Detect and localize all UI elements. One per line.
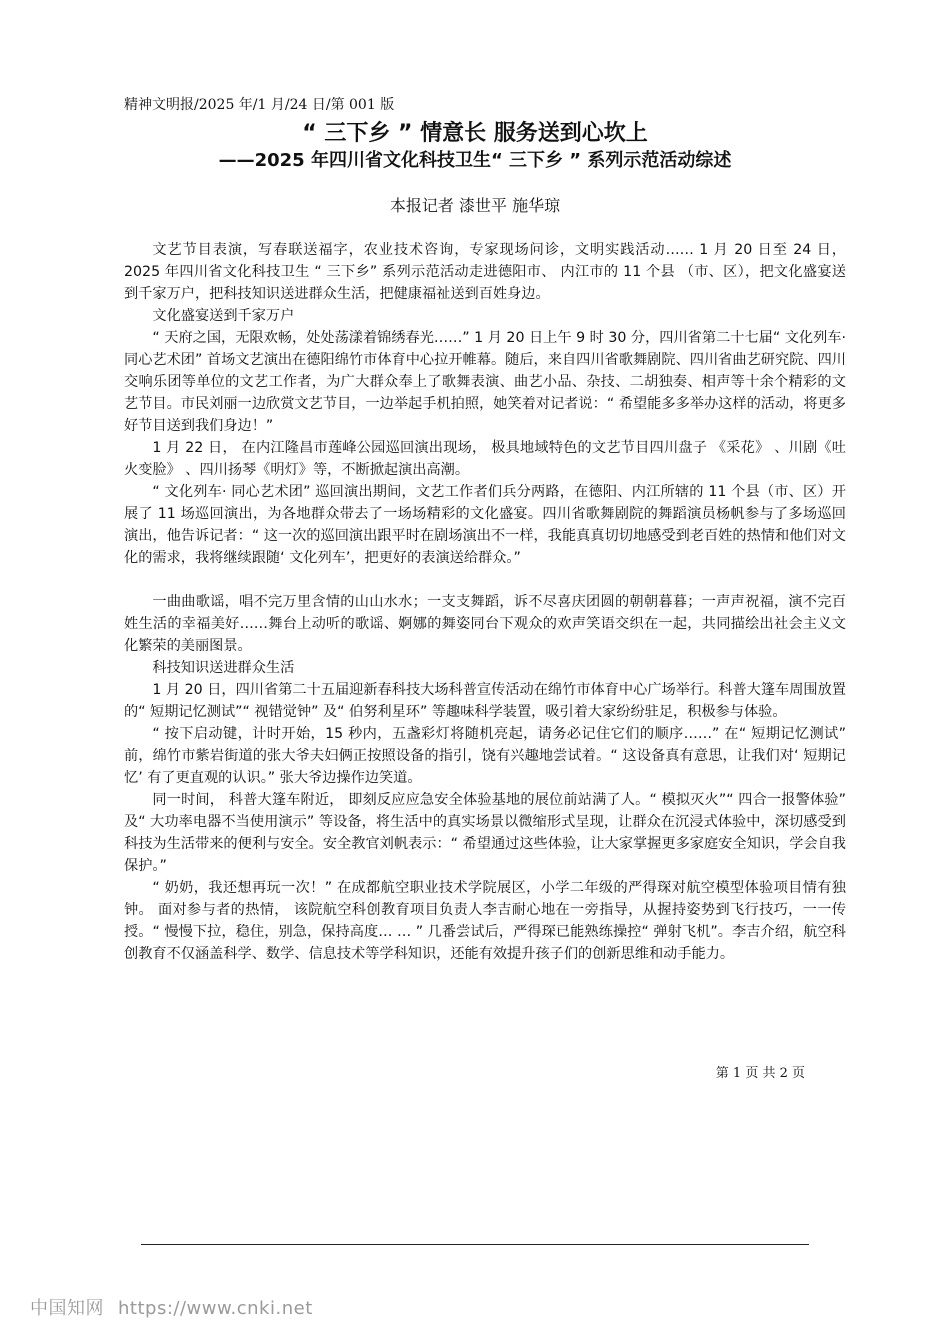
article-title: “ 三下乡 ” 情意长 服务送到心坎上 — [302, 121, 648, 146]
page-number: 第 1 页 共 2 页 — [715, 1066, 805, 1081]
paragraph: “ 天府之国，无限欢畅，处处荡漾着锦绣春光……” 1 月 20 日上午 9 时 30 分，四川省第二十七届“ 文化列车· 同心艺术团” 首场文艺演出在德阳绵竹市体育中心拉开帷幕。随后，来自四川省歌舞剧院、四川省曲艺研究院、四川交响乐团等单位的文艺工作者，为广大群众奉上了歌舞表演、曲艺小品、杂技、二胡独奏、相声等十余个精彩的文艺节目。市民刘丽一边欣赏文艺节目，一边举起手机拍照，她笑着对记者说：“ 希望能多多举办这样的活动，将更多好节目送到我们身边！” — [124, 330, 846, 434]
paragraph: “ 奶奶，我还想再玩一次！” 在成都航空职业技术学院展区，小学二年级的严得琛对航空模型体验项目情有独钟。 面对参与者的热情， 该院航空科创教育项目负责人李吉耐心地在一旁指导，从握持姿势到飞行技巧，一一传授。“ 慢慢下拉，稳住，别急，保持高度… … ” 几番尝试后，严得琛已能熟练操控“ 弹射飞机”。李吉介绍，航空科创教育不仅涵盖科学、数学、信息技术等学科知识，还能有效提升孩子们的创新思维和动手能力。 — [124, 880, 846, 962]
footer-divider — [141, 1244, 809, 1245]
article-body — [124, 239, 846, 965]
watermark-url: https://www.cnki.net — [118, 1298, 313, 1319]
source-line: 精神文明报/2025 年/1 月/24 日/第 001 版 — [124, 97, 395, 113]
paragraph: “ 按下启动键，计时开始，15 秒内，五盏彩灯将随机亮起，请务必记住它们的顺序……” 在“ 短期记忆测试” 前，绵竹市紫岩街道的张大爷夫妇俩正按照设备的指引，饶有兴趣地尝试着。“ 这设备真有意思，让我们对‘ 短期记忆’ 有了更直观的认识。” 张大爷边操作边笑道。 — [124, 726, 846, 786]
section-heading-science: 科技知识送进群众生活 — [152, 660, 295, 676]
paragraph: 1 月 22 日， 在内江隆昌市莲峰公园巡回演出现场， 极具地域特色的文艺节目四川盘子 《采花》 、川剧《吐火变脸》 、四川扬琴《明灯》等，不断掀起演出高潮。 — [124, 440, 846, 478]
paragraph-gap — [124, 569, 846, 591]
paragraph: “ 文化列车· 同心艺术团” 巡回演出期间，文艺工作者们兵分两路，在德阳、内江所辖的 11 个县（市、区）开展了 11 场巡回演出，为各地群众带去了一场场精彩的文化盛宴。四川省歌舞剧院的舞蹈演员杨帆参与了多场巡回演出，他告诉记者：“ 这一次的巡回演出跟平时在剧场演出不一样，我能真真切切地感受到老百姓的热情和他们对文化的需求，我将继续跟随‘ 文化列车’，把更好的表演送给群众。” — [124, 484, 846, 566]
watermark — [30, 1294, 327, 1320]
article-subtitle: ——2025 年四川省文化科技卫生“ 三下乡 ” 系列示范活动综述 — [218, 150, 732, 171]
section-heading-culture: 文化盛宴送到千家万户 — [152, 308, 295, 324]
watermark-site: 中国知网 — [30, 1298, 104, 1319]
paragraph: 文艺节目表演，写春联送福字，农业技术咨询，专家现场问诊，文明实践活动…… 1 月 20 日至 24 日， 2025 年四川省文化科技卫生 “ 三下乡” 系列示范活动走进德阳市、 内江市的 11 个县 （市、区），把文化盛宴送到千家万户，把科技知识送进群众生活，把健康福祉送到百姓身边。 — [124, 242, 846, 302]
paragraph: 1 月 20 日，四川省第二十五届迎新春科技大场科普宣传活动在绵竹市体育中心广场举行。科普大篷车周围放置的“ 短期记忆测试”“ 视错觉钟” 及“ 伯努利星环” 等趣味科学装置，吸引着大家纷纷驻足，积极参与体验。 — [124, 682, 846, 720]
byline: 本报记者 漆世平 施华琼 — [389, 196, 561, 215]
paragraph: 同一时间， 科普大篷车附近， 即刻反应应急安全体验基地的展位前站满了人。“ 模拟灭火”“ 四合一报警体验” 及“ 大功率电器不当使用演示” 等设备，将生活中的真实场景以微缩形式呈现，让群众在沉浸式体验中，深切感受到科技为生活带来的便利与安全。安全教官刘帆表示：“ 希望通过这些体验，让大家掌握更多家庭安全知识，学会自我保护。” — [124, 792, 846, 874]
paragraph: 一曲曲歌谣，唱不完万里含情的山山水水；一支支舞蹈，诉不尽喜庆团圆的朝朝暮暮；一声声祝福，演不完百姓生活的幸福美好……舞台上动听的歌谣、婀娜的舞姿同台下观众的欢声笑语交织在一起，共同描绘出社会主义文化繁荣的美丽图景。 — [124, 594, 846, 654]
